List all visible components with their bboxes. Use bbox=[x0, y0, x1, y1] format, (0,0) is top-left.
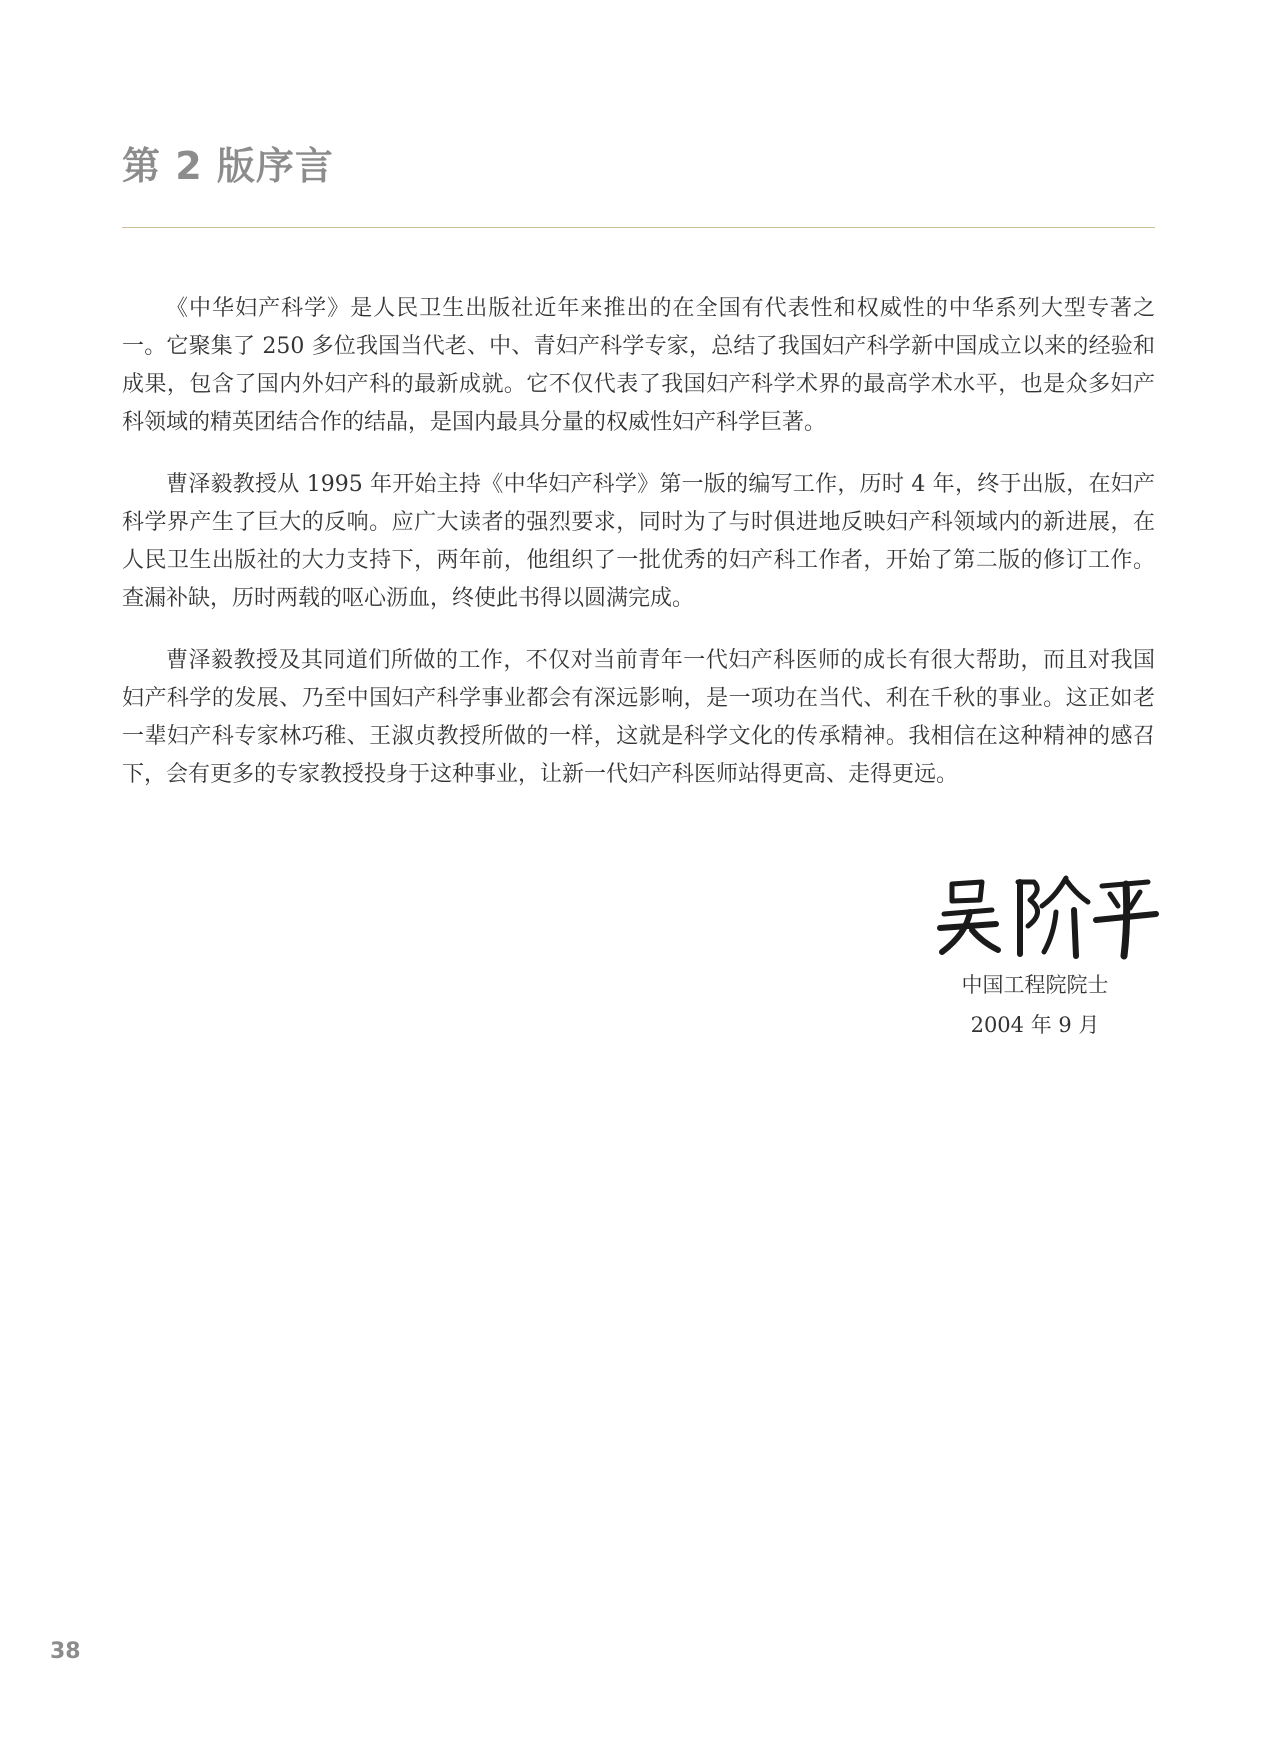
paragraph-2: 曹泽毅教授从 1995 年开始主持《中华妇产科学》第一版的编写工作，历时 4 年，终于出版，在妇产科学界产生了巨大的反响。应广大读者的强烈要求，同时为了与时俱进地反映妇产科领域内的新进展，在人民卫生出版社的大力支持下，两年前，他组织了一批优秀的妇产科工作者，开始了第二版的修订工作。查漏补缺，历时两载的呕心沥血，终使此书得以圆满完成。 bbox=[122, 472, 1155, 611]
signatory-affiliation: 中国工程院院士 bbox=[961, 973, 1109, 997]
handwritten-signature bbox=[930, 870, 1160, 960]
page-title: 第 2 版序言 bbox=[122, 144, 334, 188]
paragraph-1: 《中华妇产科学》是人民卫生出版社近年来推出的在全国有代表性和权威性的中华系列大型专著之一。它聚集了 250 多位我国当代老、中、青妇产科学专家，总结了我国妇产科学新中国成立以来的经验和成果，包含了国内外妇产科的最新成就。它不仅代表了我国妇产科学术界的最高学术水平，也是众多妇产科领域的精英团结合作的结晶，是国内最具分量的权威性妇产科学巨著。 bbox=[122, 296, 1155, 435]
paragraph-3: 曹泽毅教授及其同道们所做的工作，不仅对当前青年一代妇产科医师的成长有很大帮助，而且对我国妇产科学的发展、乃至中国妇产科学事业都会有深远影响，是一项功在当代、利在千秋的事业。这正如老一辈妇产科专家林巧稚、王淑贞教授所做的一样，这就是科学文化的传承精神。我相信在这种精神的感召下，会有更多的专家教授投身于这种事业，让新一代妇产科医师站得更高、走得更远。 bbox=[122, 648, 1155, 787]
signature-block bbox=[900, 870, 1160, 1040]
title-divider bbox=[122, 227, 1155, 228]
preface-body bbox=[122, 290, 1155, 818]
signature-date: 2004 年 9 月 bbox=[970, 1013, 1100, 1037]
page-number: 38 bbox=[50, 1639, 81, 1664]
